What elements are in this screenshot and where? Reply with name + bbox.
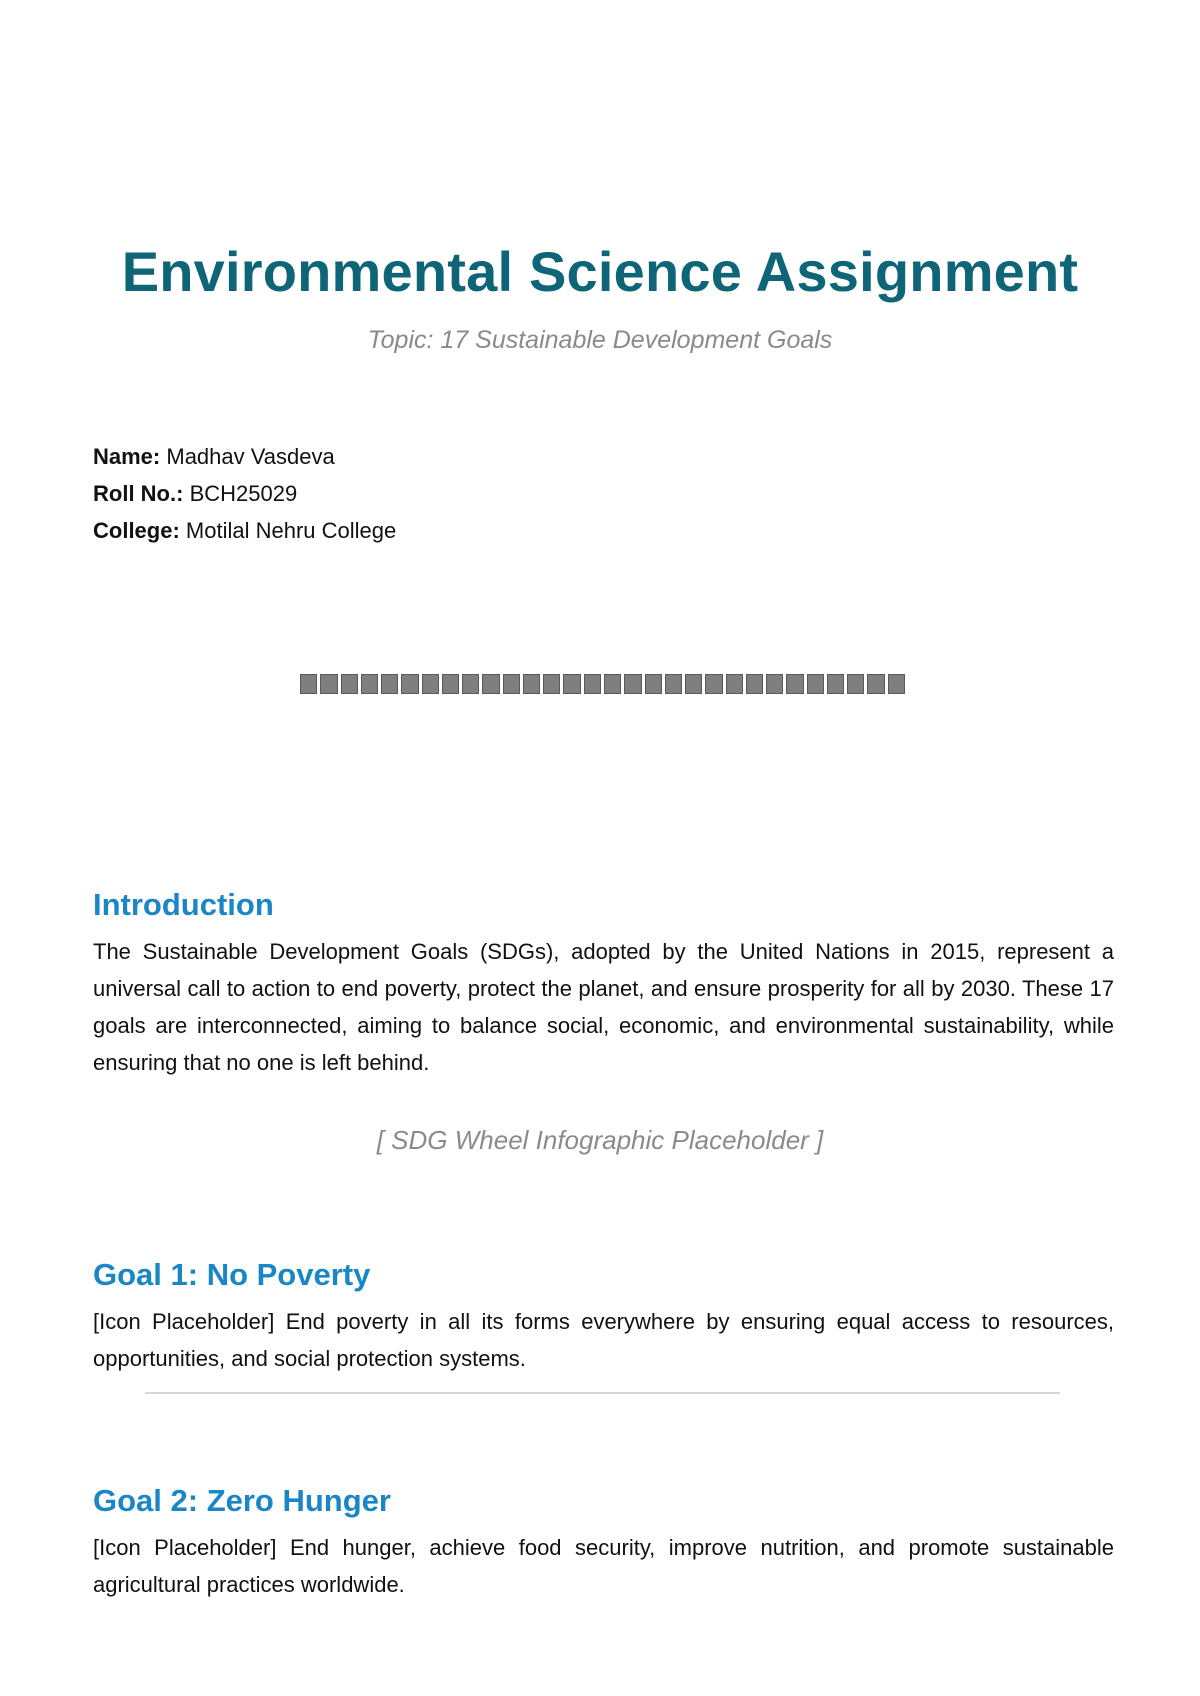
divider-segment: [584, 674, 601, 694]
divider-segment: [462, 674, 479, 694]
decorative-divider: [300, 674, 905, 694]
goal-1-heading: Goal 1: No Poverty: [93, 1257, 371, 1292]
roll-label: Roll No.:: [93, 481, 184, 506]
document-title: Environmental Science Assignment: [121, 240, 1079, 303]
roll-value: BCH25029: [189, 481, 298, 506]
divider-segment: [401, 674, 418, 694]
divider-segment: [604, 674, 621, 694]
divider-segment: [685, 674, 702, 694]
divider-segment: [442, 674, 459, 694]
divider-segment: [665, 674, 682, 694]
name-row: [93, 438, 396, 475]
name-value: Madhav Vasdeva: [166, 444, 335, 469]
goal-2-body: [Icon Placeholder] End hunger, achieve food security, improve nutrition, and promote sustainable agricultural practices worldwide.: [93, 1535, 1114, 1597]
divider-segment: [503, 674, 520, 694]
college-value: Motilal Nehru College: [185, 518, 397, 543]
divider-segment: [847, 674, 864, 694]
student-info: [93, 438, 396, 549]
divider-segment: [523, 674, 540, 694]
introduction-heading: Introduction: [93, 887, 274, 922]
divider-segment: [766, 674, 783, 694]
divider-segment: [786, 674, 803, 694]
goal-2-heading: Goal 2: Zero Hunger: [93, 1483, 391, 1518]
college-label: College:: [93, 518, 180, 543]
divider-segment: [705, 674, 722, 694]
divider-segment: [746, 674, 763, 694]
divider-segment: [543, 674, 560, 694]
introduction-section: [93, 885, 1114, 1081]
divider-segment: [381, 674, 398, 694]
divider-segment: [867, 674, 884, 694]
divider-segment: [422, 674, 439, 694]
name-label: Name:: [93, 444, 161, 469]
divider-segment: [645, 674, 662, 694]
divider-segment: [563, 674, 580, 694]
goal-1-section: [93, 1255, 1114, 1377]
introduction-body: The Sustainable Development Goals (SDGs), adopted by the United Nations in 2015, represent a universal call to action to end poverty, protect the planet, and ensure prosperity for all by 2030. These 17 goals are interconnected, aiming to balance social, economic, and environmental sustainability, while ensuring that no one is left behind.: [93, 939, 1114, 1075]
divider-segment: [827, 674, 844, 694]
divider-segment: [624, 674, 641, 694]
section-divider: [145, 1392, 1060, 1394]
goal-2-section: [93, 1481, 1114, 1603]
document-subtitle: Topic: 17 Sustainable Development Goals: [367, 326, 833, 354]
roll-row: [93, 475, 396, 512]
divider-segment: [807, 674, 824, 694]
college-row: [93, 512, 396, 549]
divider-segment: [482, 674, 499, 694]
divider-segment: [361, 674, 378, 694]
divider-segment: [320, 674, 337, 694]
goal-1-body: [Icon Placeholder] End poverty in all its forms everywhere by ensuring equal access to resources, opportunities, and social protection systems.: [93, 1309, 1114, 1371]
infographic-placeholder: [ SDG Wheel Infographic Placeholder ]: [376, 1125, 824, 1155]
divider-segment: [341, 674, 358, 694]
divider-segment: [300, 674, 317, 694]
divider-segment: [888, 674, 905, 694]
divider-segment: [726, 674, 743, 694]
